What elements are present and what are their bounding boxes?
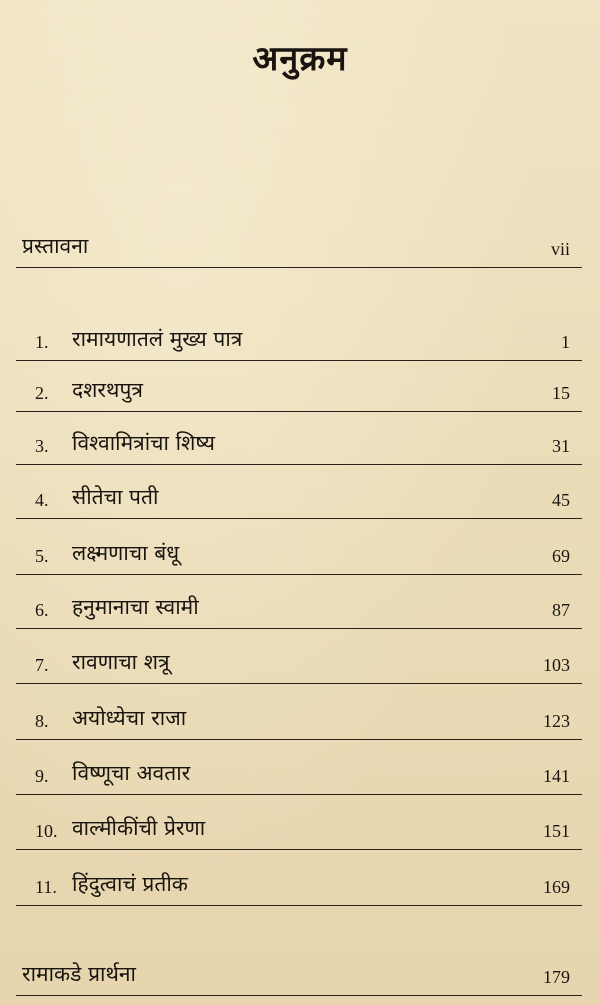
toc-row [0,589,600,629]
toc-entry-title: रावणाचा शत्रू [72,650,170,674]
toc-entry-title: रामाकडे प्रार्थना [22,962,136,986]
chapter-number: 5. [35,546,49,566]
toc-row [0,372,600,412]
toc-entry-title: विश्वामित्रांचा शिष्य [72,431,215,455]
toc-row [0,866,600,906]
divider [16,905,582,906]
page-title: अनुक्रम [252,39,348,79]
toc-row [0,810,600,850]
divider [16,683,582,684]
toc-page-number: 87 [552,600,570,620]
toc-entry-title: लक्ष्मणाचा बंधू [72,541,180,565]
toc-row-preface [0,228,600,268]
divider [16,995,582,996]
toc-page-number: 1 [561,332,570,352]
chapter-number: 3. [35,436,49,456]
divider [16,360,582,361]
toc-row [0,535,600,575]
divider [16,574,582,575]
toc-page-number: 169 [543,877,570,897]
chapter-number: 11. [35,877,57,897]
toc-row [0,479,600,519]
toc-page-number: 123 [543,711,570,731]
toc-page-number: 103 [543,655,570,675]
chapter-number: 1. [35,332,49,352]
toc-entry-title: प्रस्तावना [22,234,89,258]
divider [16,739,582,740]
toc-row-closing [0,956,600,996]
toc-row [0,755,600,795]
chapter-number: 8. [35,711,49,731]
divider [16,411,582,412]
toc-page-number: 151 [543,821,570,841]
toc-entry-title: हनुमानाचा स्वामी [72,595,199,619]
divider [16,794,582,795]
divider [16,628,582,629]
toc-page-number: 141 [543,766,570,786]
divider [16,267,582,268]
chapter-number: 4. [35,490,49,510]
toc-page-number: 179 [543,967,570,987]
toc-entry-title: विष्णूचा अवतार [72,761,191,785]
toc-page-number: 45 [552,490,570,510]
chapter-number: 6. [35,600,49,620]
toc-entry-title: हिंदुत्वाचं प्रतीक [72,872,188,896]
toc-row [0,321,600,361]
toc-entry-title: सीतेचा पती [72,485,159,509]
toc-entry-title: अयोध्येचा राजा [72,706,187,730]
toc-row [0,425,600,465]
toc-page-number: vii [550,239,570,259]
toc-row [0,700,600,740]
toc-page-number: 15 [552,383,570,403]
toc-page-number: 69 [552,546,570,566]
toc-row [0,644,600,684]
toc-entry-title: दशरथपुत्र [72,378,143,402]
chapter-number: 9. [35,766,49,786]
divider [16,849,582,850]
toc-entry-title: वाल्मीकींची प्रेरणा [72,816,206,840]
toc-entry-title: रामायणातलं मुख्य पात्र [72,327,243,351]
chapter-number: 7. [35,655,49,675]
chapter-number: 2. [35,383,49,403]
chapter-number: 10. [35,821,58,841]
divider [16,464,582,465]
divider [16,518,582,519]
toc-page-number: 31 [552,436,570,456]
